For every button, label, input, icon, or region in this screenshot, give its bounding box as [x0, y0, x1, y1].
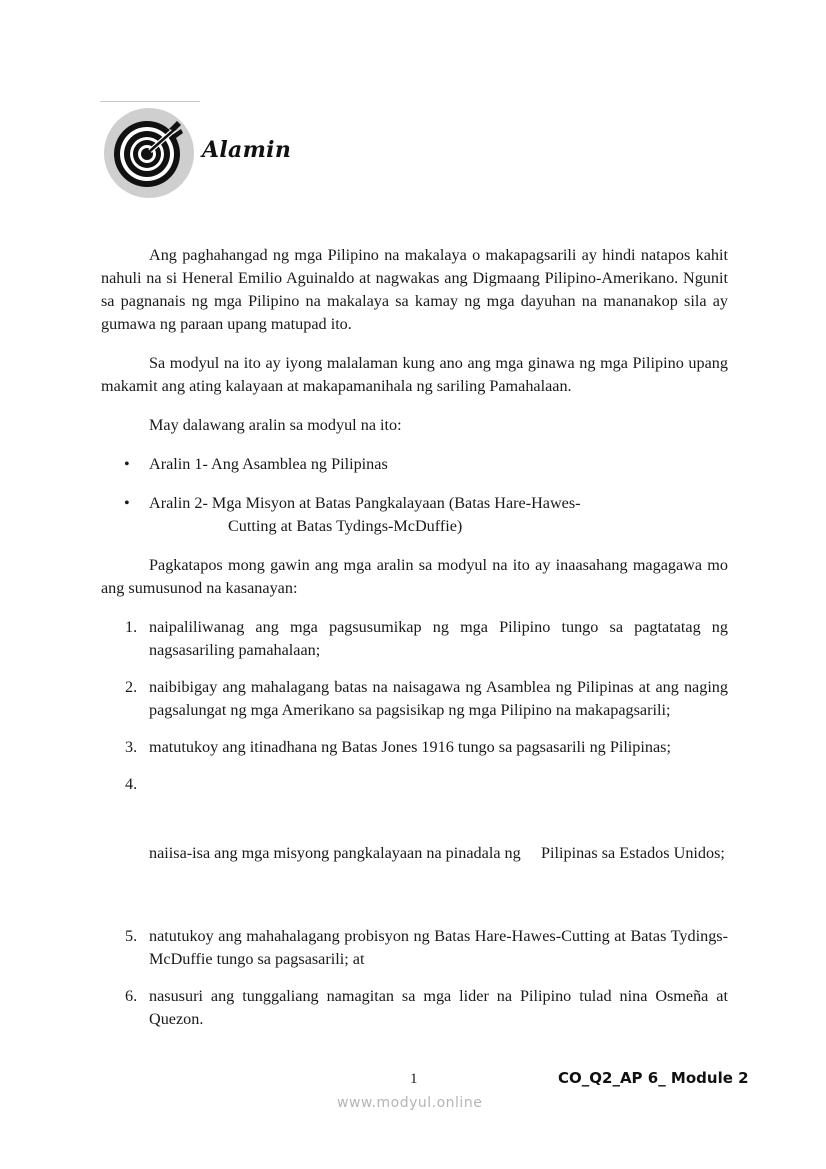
objective-item: [101, 773, 728, 911]
objectives-intro: [101, 554, 728, 600]
objectives-list: [101, 616, 728, 1031]
section-title: Alamin: [202, 137, 292, 163]
objective-item: [101, 616, 728, 662]
objective-text: naipaliliwanag ang mga pagsusumikap ng mga Pilipino tungo sa pagtatatag ng nagsasariling pamahalaan;: [149, 618, 728, 659]
objective-text: naiisa-isa ang mga misyong pangkalayaan na pinadala ng Pilipinas sa Estados Unidos;: [149, 844, 725, 862]
bullet-icon: •: [124, 494, 130, 512]
lesson-title: Aralin 1- Ang Asamblea ng Pilipinas: [149, 455, 388, 473]
lesson-title-continued: Cutting at Batas Tydings-McDuffie): [228, 517, 463, 535]
objective-item: [101, 736, 728, 759]
objective-number: 4.: [125, 775, 138, 793]
objective-item: [101, 985, 728, 1031]
intro-paragraph-2: [101, 352, 728, 398]
objective-number: 2.: [125, 678, 138, 696]
objective-number: 1.: [125, 618, 138, 636]
paragraph: Sa modyul na ito ay iyong malalaman kung ano ang mga ginawa ng mga Pilipino upang makamit ang ating kalayaan at makapamanihala ng sariling Pamahalaan.: [101, 354, 728, 395]
paragraph: Pagkatapos mong gawin ang mga aralin sa modyul na ito ay inaasahang magagawa mo ang sumusunod na kasanayan:: [101, 556, 728, 597]
intro-paragraph-1: [101, 244, 728, 336]
paragraph: May dalawang aralin sa modyul na ito:: [149, 416, 402, 434]
bullet-icon: •: [124, 455, 130, 473]
objective-text: natutukoy ang mahahalagang probisyon ng Batas Hare-Hawes-Cutting at Batas Tydings-McDuffie tungo sa pagsasarili; at: [149, 927, 728, 968]
objective-text: matutukoy ang itinadhana ng Batas Jones 1916 tungo sa pagsasarili ng Pilipinas;: [149, 738, 671, 756]
lesson-title: Aralin 2- Mga Misyon at Batas Pangkalayaan (Batas Hare-Hawes-: [149, 494, 581, 512]
objective-item: [101, 925, 728, 971]
module-body: [101, 0, 728, 1031]
page-number: 1: [410, 1071, 418, 1087]
objective-text: naibibigay ang mahalagang batas na naisagawa ng Asamblea ng Pilipinas at ang naging pagsalungat ng mga Amerikano sa pagsisikap ng mga Pilipino na makapagsarili;: [149, 678, 728, 719]
objective-number: 6.: [125, 987, 138, 1005]
lesson-list: [101, 453, 728, 538]
module-code: CO_Q2_AP 6_ Module 2: [558, 1069, 749, 1087]
lesson-item: [101, 492, 728, 538]
page-footer: [0, 1071, 826, 1131]
watermark-link[interactable]: www.modyul.online: [337, 1095, 483, 1111]
objective-number: 3.: [125, 738, 138, 756]
lesson-item: [101, 453, 728, 476]
objective-text: nasusuri ang tunggaliang namagitan sa mga lider na Pilipino tulad nina Osmeña at Quezon.: [149, 987, 728, 1028]
lessons-intro: [101, 414, 728, 437]
objective-number: 5.: [125, 927, 138, 945]
objective-item: [101, 676, 728, 722]
paragraph: Ang paghahangad ng mga Pilipino na makalaya o makapagsarili ay hindi natapos kahit nahuli na si Heneral Emilio Aguinaldo at nagwakas ang Digmaang Pilipino-Amerikano. Ngunit sa pagnanais ng mga Pilipino na makalaya sa kamay ng mga dayuhan na mananakop sila ay gumawa ng paraan upang matupad ito.: [101, 246, 728, 333]
